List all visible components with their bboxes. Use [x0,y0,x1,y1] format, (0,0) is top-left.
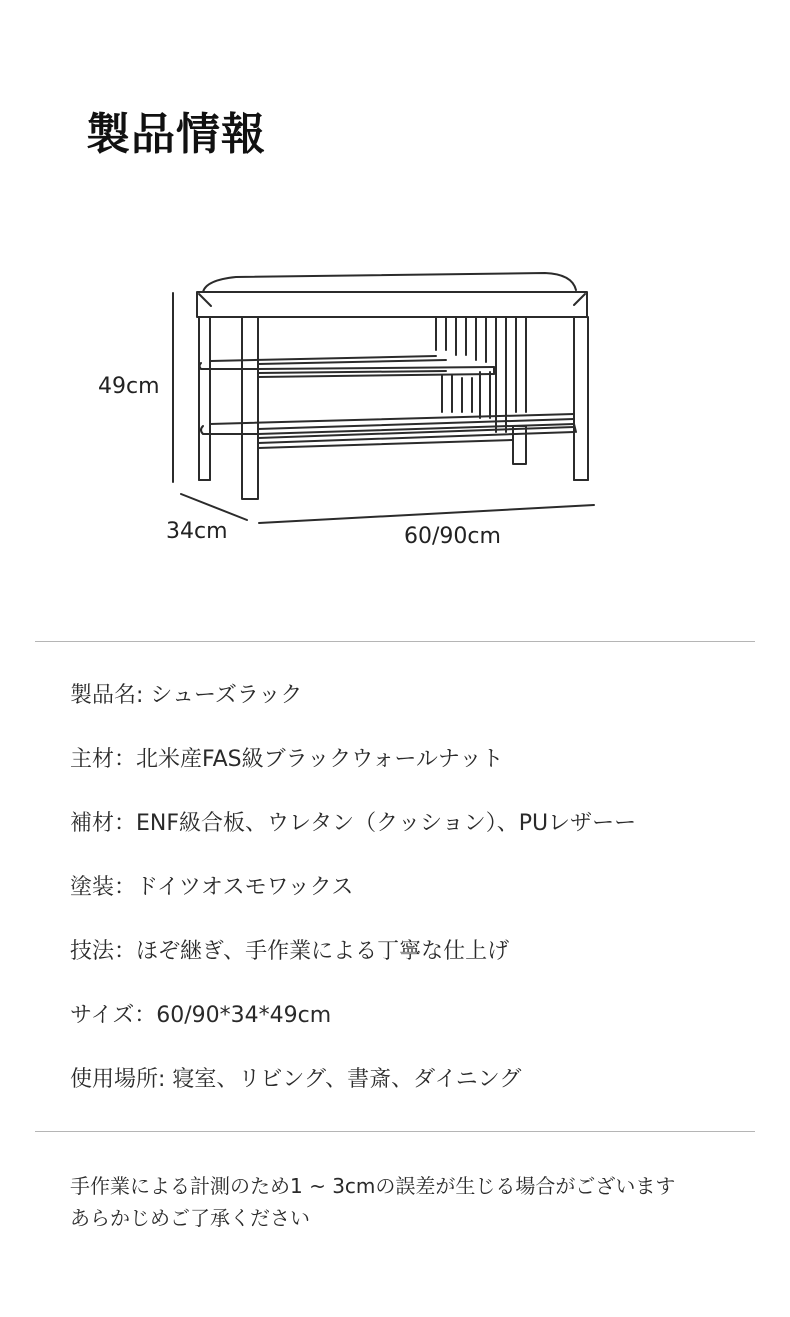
spec-list [70,680,750,1128]
spec-finish: 塗装：ドイツオスモワックス [70,875,354,900]
spec-product-name: 製品名: シューズラック [70,683,303,708]
depth-dimension-label: 34cm [166,519,228,544]
spec-usage-location: 使用場所: 寝室、リビング、書斎、ダイニング [70,1067,522,1092]
note-line-2: あらかじめご了承ください [70,1206,310,1230]
spec-main-material: 主材：北米産FAS級ブラックウォールナット [70,747,504,772]
spec-sub-material: 補材：ENF級合板、ウレタン（クッション）、PUレザーー [70,811,637,836]
shoe-rack-diagram-icon [0,0,790,620]
page-title: 製品情報 [86,109,266,160]
note-line-1: 手作業による計測のため1 ~ 3cmの誤差が生じる場合がございます [70,1174,676,1198]
spec-size: サイズ：60/90*34*49cm [70,1003,332,1028]
top-divider [35,641,755,642]
bottom-divider [35,1131,755,1132]
width-dimension-label: 60/90cm [404,524,501,549]
height-dimension-label: 49cm [98,374,160,399]
spec-technique: 技法：ほぞ継ぎ、手作業による丁寧な仕上げ [70,939,510,964]
measurement-note [70,1170,760,1234]
